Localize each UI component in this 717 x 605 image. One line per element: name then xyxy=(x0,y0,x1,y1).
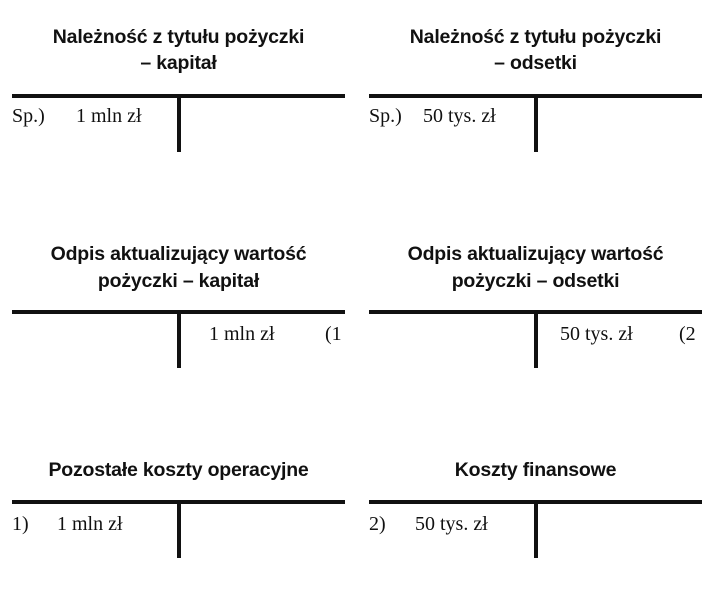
account-title-cont: pożyczki – odsetki xyxy=(451,270,620,292)
account-title: Należność z tytułu pożyczki xyxy=(409,26,662,48)
debit-amount: 1 mln zł xyxy=(57,513,123,535)
credit-reference: (2 xyxy=(679,323,696,345)
credit-amount: 50 tys. zł xyxy=(560,323,633,345)
t-account-vertical-line xyxy=(177,312,181,368)
debit-amount: 50 tys. zł xyxy=(415,513,488,535)
account-title: Odpis aktualizujący wartość xyxy=(50,243,307,265)
t-account-vertical-line xyxy=(534,312,538,368)
account-title: Odpis aktualizujący wartość xyxy=(407,243,664,265)
account-title: Pozostałe koszty operacyjne xyxy=(48,459,309,481)
debit-reference: Sp.) xyxy=(369,105,402,127)
account-title: Koszty finansowe xyxy=(454,459,617,481)
account-title: Należność z tytułu pożyczki xyxy=(52,26,305,48)
debit-amount: 1 mln zł xyxy=(76,105,142,127)
credit-reference: (1 xyxy=(325,323,342,345)
debit-reference: 2) xyxy=(369,513,386,535)
account-title-cont: – odsetki xyxy=(494,52,577,74)
debit-reference: 1) xyxy=(12,513,29,535)
t-account-vertical-line xyxy=(177,96,181,152)
debit-reference: Sp.) xyxy=(12,105,45,127)
t-account-vertical-line xyxy=(177,502,181,558)
t-account-vertical-line xyxy=(534,502,538,558)
account-title-cont: – kapitał xyxy=(140,52,217,74)
debit-amount: 50 tys. zł xyxy=(423,105,496,127)
t-account-vertical-line xyxy=(534,96,538,152)
account-title-cont: pożyczki – kapitał xyxy=(97,270,260,292)
credit-amount: 1 mln zł xyxy=(209,323,275,345)
